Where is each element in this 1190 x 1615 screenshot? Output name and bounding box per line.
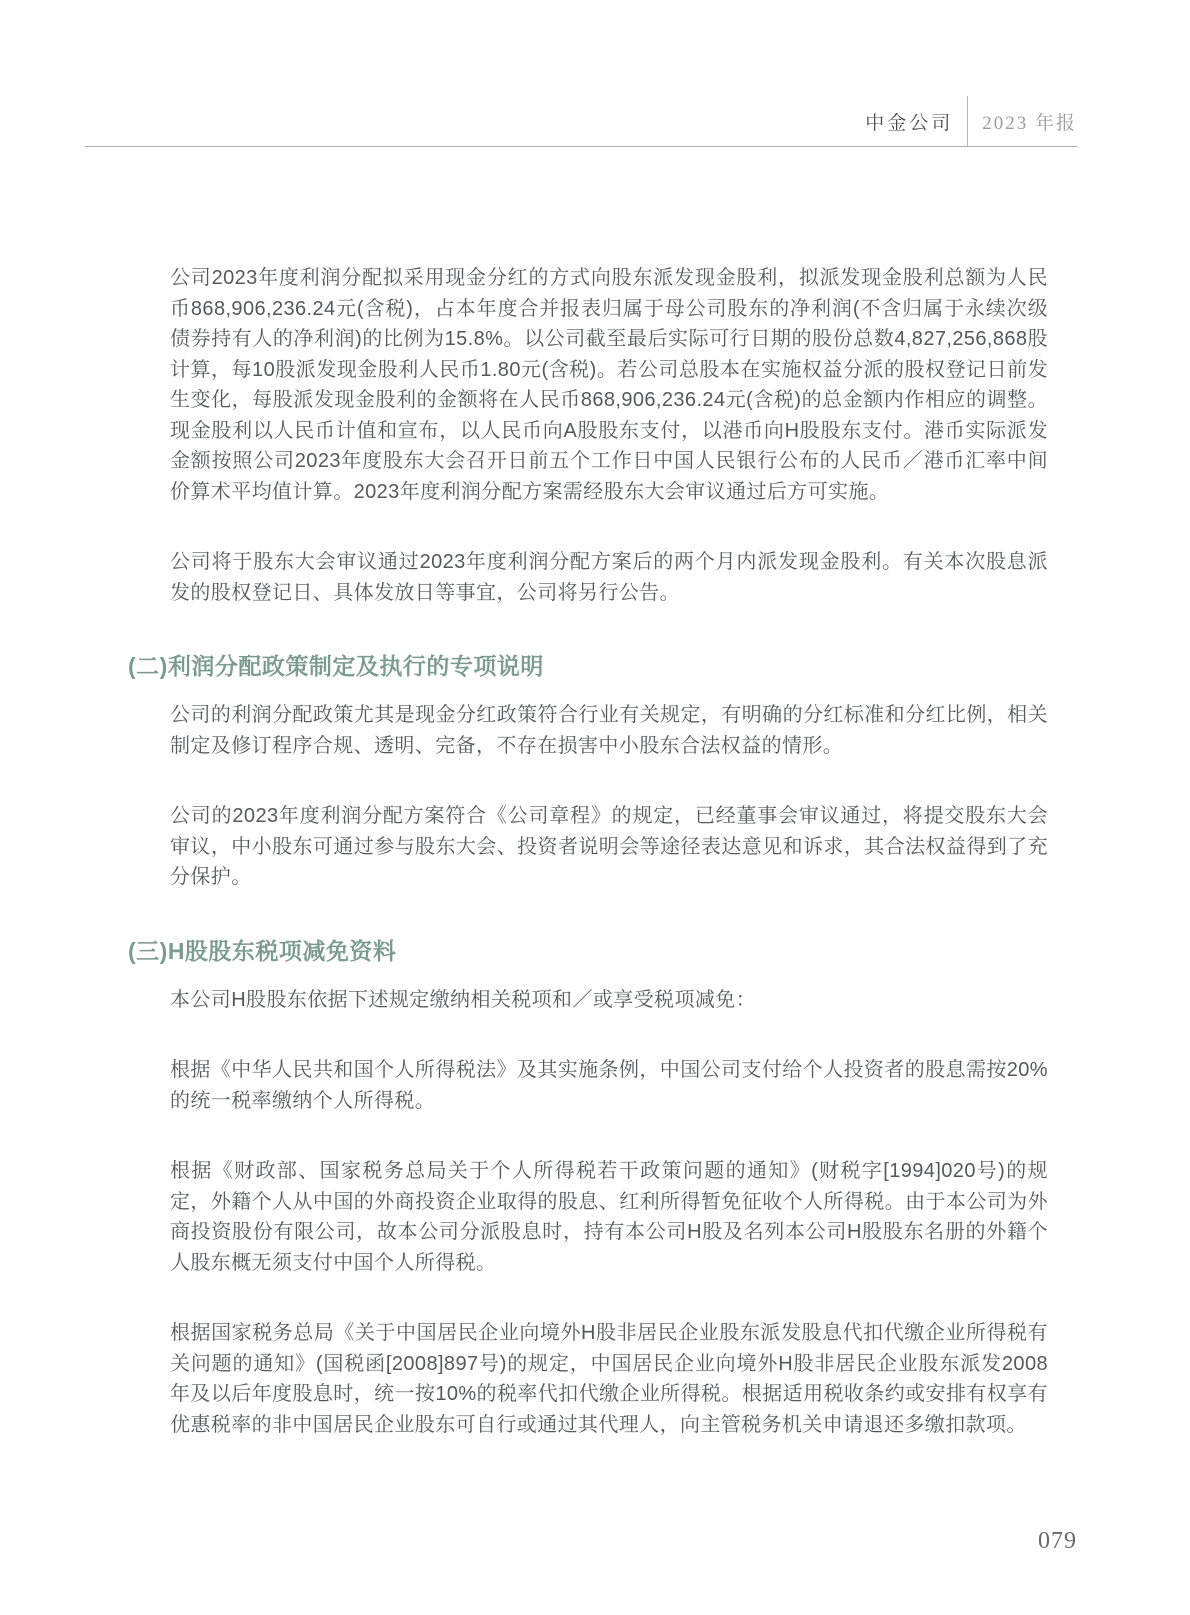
policy-compliance-paragraph: 公司的利润分配政策尤其是现金分红政策符合行业有关规定，有明确的分红标准和分红比例，相关制定及修订程序合规、透明、完备，不存在损害中小股东合法权益的情形。 bbox=[170, 704, 1048, 757]
individual-income-tax-paragraph: 根据《中华人民共和国个人所得税法》及其实施条例，中国公司支付给个人投资者的股息需按20%的统一税率缴纳个人所得税。 bbox=[170, 1059, 1048, 1112]
dividend-payment-notice-paragraph: 公司将于股东大会审议通过2023年度利润分配方案后的两个月内派发现金股利。有关本次股息派发的股权登记日、具体发放日等事宜，公司将另行公告。 bbox=[170, 551, 1048, 604]
tax-relief-intro-paragraph: 本公司H股股东依据下述规定缴纳相关税项和／或享受税项减免： bbox=[170, 988, 757, 1011]
profit-distribution-paragraph: 公司2023年度利润分配拟采用现金分红的方式向股东派发现金股利，拟派发现金股利总额为人民币868,906,236.24元(含税)，占本年度合并报表归属于母公司股东的净利润(不含归属于永续次级债券持有人的净利润)的比例为15.8%。以公司截至最后实际可行日期的股份总数4,827,256,868股计算，每10股派发现金股利人民币1.80元(含税)。若公司总股本在实施权益分派的股权登记日前发生变化，每股派发现金股利的金额将在人民币868,906,236.24元(含税)的总金额内作相应的调整。现金股利以人民币计值和宣布，以人民币向A股股东支付，以港币向H股股东支付。港币实际派发金额按照公司2023年度股东大会召开日前五个工作日中国人民银行公布的人民币／港币汇率中间价算术平均值计算。2023年度利润分配方案需经股东大会审议通过后方可实施。 bbox=[170, 267, 1048, 503]
enterprise-withholding-tax-paragraph: 根据国家税务总局《关于中国居民企业向境外H股非居民企业股东派发股息代扣代缴企业所得税有关问题的通知》(国税函[2008]897号)的规定，中国居民企业向境外H股非居民企业股东派发2008年及以后年度股息时，统一按10%的税率代扣代缴企业所得税。根据适用税收条约或安排有权享有优惠税率的非中国居民企业股东可自行或通过其代理人，向主管税务机关申请退还多缴扣款项。 bbox=[170, 1322, 1048, 1436]
section-heading-h-share-tax-relief: (三)H股股东税项减免资料 bbox=[128, 937, 397, 964]
page-number: 079 bbox=[1038, 1528, 1077, 1554]
foreign-individual-tax-exemption-paragraph: 根据《财政部、国家税务总局关于个人所得税若干政策问题的通知》(财税字[1994]020号)的规定，外籍个人从中国的外商投资企业取得的股息、红利所得暂免征收个人所得税。由于本公司为外商投资股份有限公司，故本公司分派股息时，持有本公司H股及名列本公司H股股东名册的外籍个人股东概无须支付中国个人所得税。 bbox=[170, 1160, 1048, 1274]
section-heading-profit-distribution-policy: (二)利润分配政策制定及执行的专项说明 bbox=[128, 653, 544, 679]
company-name: 中金公司 bbox=[865, 112, 954, 134]
document-body bbox=[128, 263, 1048, 1480]
plan-approval-paragraph: 公司的2023年度利润分配方案符合《公司章程》的规定，已经董事会审议通过，将提交股东大会审议，中小股东可通过参与股东大会、投资者说明会等途径表达意见和诉求，其合法权益得到了充分保护。 bbox=[170, 805, 1048, 888]
report-edition-label: 2023 年报 bbox=[982, 112, 1077, 134]
page-header bbox=[85, 96, 1077, 147]
